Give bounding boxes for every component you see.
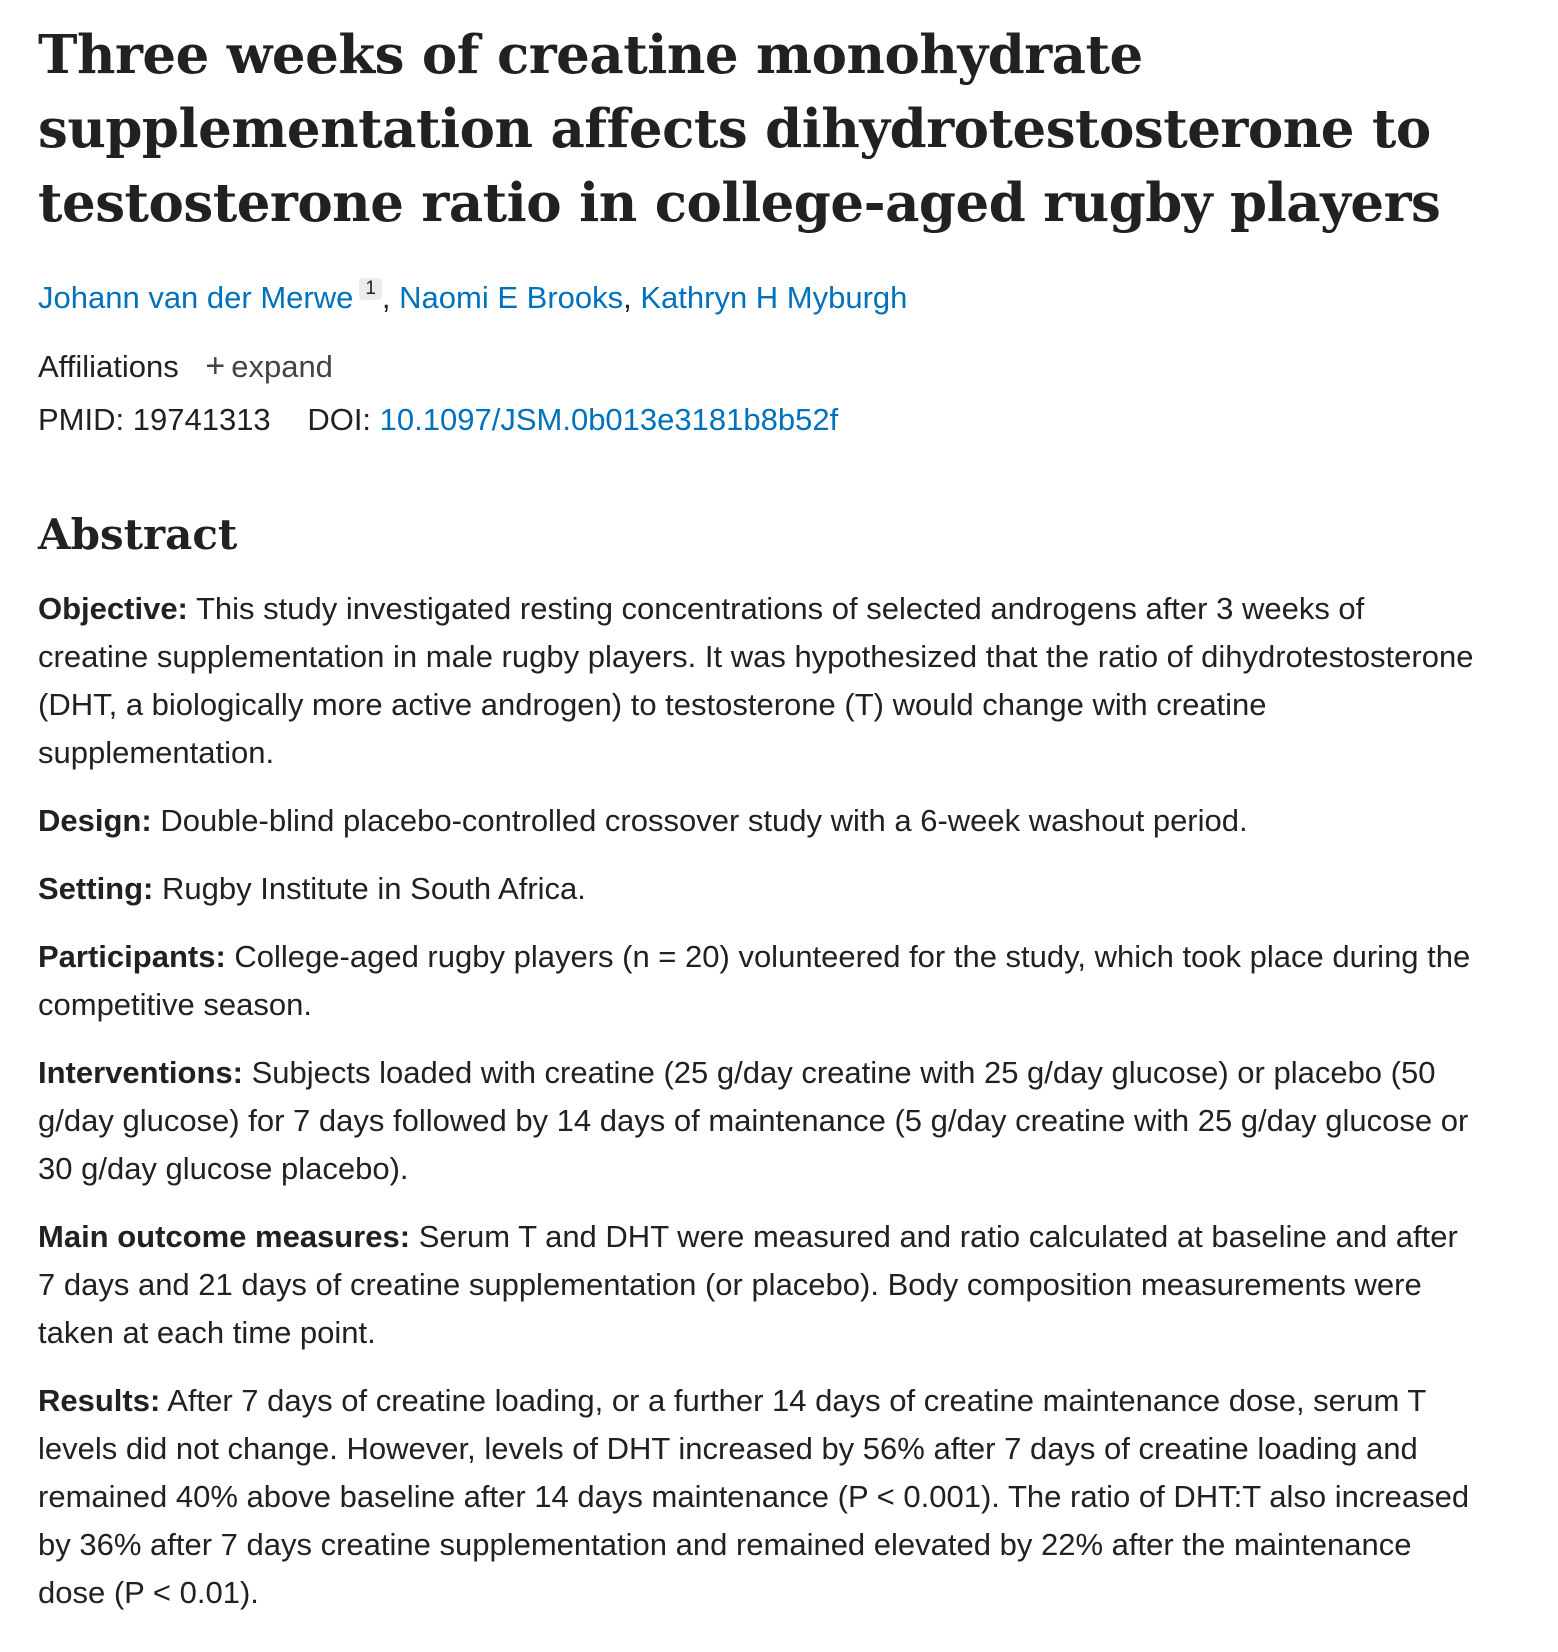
affiliations-label: Affiliations: [38, 349, 179, 384]
abstract-section-interventions: [38, 1049, 1478, 1193]
expand-label: expand: [231, 349, 333, 384]
pmid-label: PMID:: [38, 402, 125, 437]
section-text: This study investigated resting concentrations of selected androgens after 3 weeks of creatine supplementation in male rugby players. It was hypothesized that the ratio of dihydrotestosterone (DHT, a biologically more active androgen) to testosterone (T) would change with creatine supplementation.: [38, 591, 1474, 770]
affiliations-row: [38, 346, 1478, 387]
section-label: Main outcome measures:: [38, 1219, 411, 1254]
article-title: Three weeks of creatine monohydrate supplementation affects dihydrotestosterone to testosterone ratio in college-aged rugby players: [38, 24, 1441, 234]
section-label: Setting:: [38, 871, 154, 906]
identifiers-row: [38, 400, 1478, 440]
section-text: Double-blind placebo-controlled crossover study with a 6-week washout period.: [160, 803, 1248, 838]
doi-label: DOI:: [307, 402, 372, 437]
abstract-section-results: [38, 1377, 1478, 1617]
section-label: Participants:: [38, 939, 226, 974]
abstract-section-participants: [38, 933, 1478, 1029]
plus-icon: +: [205, 347, 226, 385]
section-text: College-aged rugby players (n = 20) volunteered for the study, which took place during the competitive season.: [38, 939, 1471, 1022]
section-text: Serum T and DHT were measured and ratio calculated at baseline and after 7 days and 21 days of creatine supplementation (or placebo). Body composition measurements were taken at each time point.: [38, 1219, 1458, 1350]
affiliation-ref-1[interactable]: 1: [359, 278, 382, 300]
pmid-value: 19741313: [132, 402, 271, 437]
abstract-section-design: [38, 797, 1478, 845]
author-link-1[interactable]: Johann van der Merwe: [38, 280, 354, 315]
section-text: Subjects loaded with creatine (25 g/day creatine with 25 g/day glucose) or placebo (50 g/day glucose) for 7 days followed by 14 days of maintenance (5 g/day creatine with 25 g/day glucose or 30 g/day glucose placebo).: [38, 1055, 1469, 1186]
author-link-2[interactable]: Naomi E Brooks: [399, 280, 624, 315]
doi-link[interactable]: 10.1097/JSM.0b013e3181b8b52f: [379, 402, 839, 437]
abstract-section-objective: [38, 585, 1478, 777]
abstract-section-setting: [38, 865, 1478, 913]
abstract-heading: Abstract: [38, 510, 238, 559]
section-label: Interventions:: [38, 1055, 243, 1090]
author-separator: ,: [623, 280, 641, 315]
author-link-3[interactable]: Kathryn H Myburgh: [640, 280, 908, 315]
article-page: [38, 18, 1478, 1617]
section-text: Rugby Institute in South Africa.: [162, 871, 586, 906]
section-text: After 7 days of creatine loading, or a further 14 days of creatine maintenance dose, serum T levels did not change. However, levels of DHT increased by 56% after 7 days of creatine loading and remained 40% above baseline after 14 days maintenance (P < 0.001). The ratio of DHT:T also increased by 36% after 7 days creatine supplementation and remained elevated by 22% after the maintenance dose (P < 0.01).: [38, 1383, 1470, 1610]
abstract-section-main-outcome-measures: [38, 1213, 1478, 1357]
affiliations-expand-button[interactable]: [205, 349, 333, 384]
section-label: Results:: [38, 1383, 161, 1418]
author-separator: ,: [381, 280, 400, 315]
section-label: Objective:: [38, 591, 188, 626]
authors-list: [38, 278, 1478, 318]
section-label: Design:: [38, 803, 152, 838]
